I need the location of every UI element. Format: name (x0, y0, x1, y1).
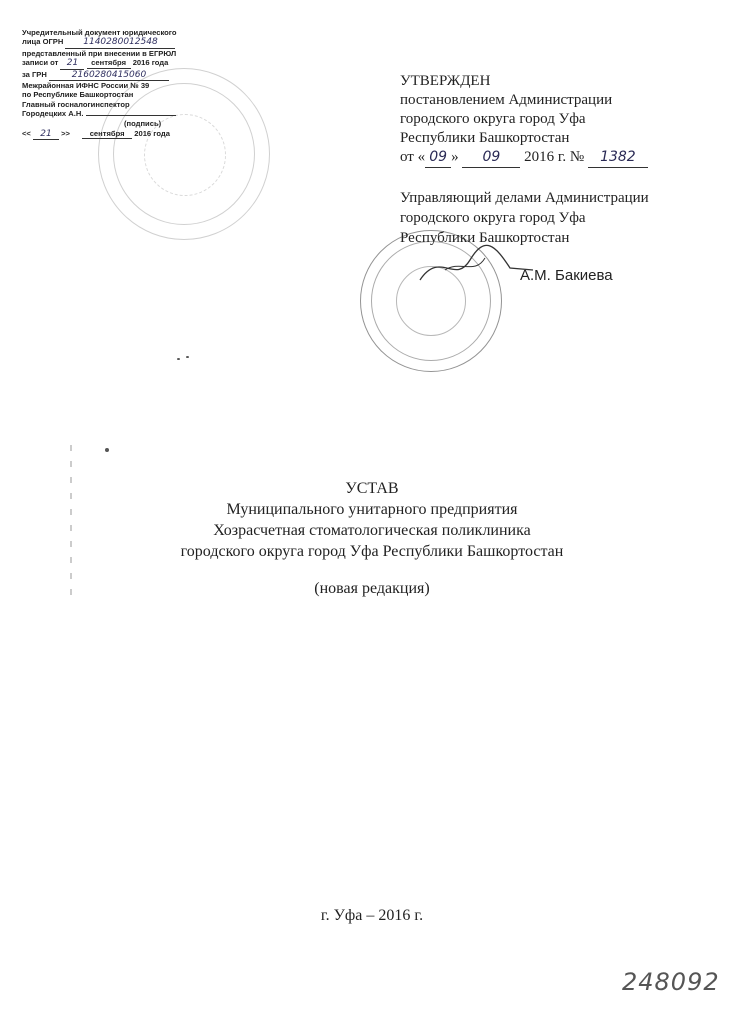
record-month: сентября (87, 58, 131, 68)
stamp-ogrn-label: лица ОГРН (22, 37, 64, 47)
approval-line: Республики Башкортостан (400, 130, 570, 146)
manager-block (400, 188, 649, 248)
registration-stamp (22, 28, 212, 140)
stamp-line: Главный госналогинспектор (22, 99, 130, 109)
approval-month: 09 (462, 148, 520, 168)
approval-year: 2016 г. № (524, 149, 585, 165)
inventory-number: 248092 (622, 968, 720, 996)
city-year: г. Уфа – 2016 г. (320, 907, 424, 924)
approval-date-line (400, 148, 648, 168)
speck (105, 448, 109, 452)
signature-label: (подпись) (124, 118, 162, 128)
manager-line: Управляющий делами Администрации (400, 190, 649, 206)
stamp-line: Учредительный документ юридического (22, 28, 177, 37)
stamp-grn-label: за ГРН (22, 69, 47, 79)
approval-day: 09 (425, 148, 451, 168)
manager-name: А.М. Бакиева (520, 267, 613, 284)
date-open: << (22, 129, 31, 139)
charter-title (0, 478, 744, 562)
manager-line: Республики Башкортостан (400, 230, 570, 246)
record-day: 21 (60, 59, 84, 69)
approval-number: 1382 (588, 148, 648, 168)
ogrn-handwritten: 1140280012548 (65, 38, 175, 48)
stamp-grn-line (22, 70, 212, 81)
speck (177, 358, 180, 360)
inspector-name: Городецких А.Н. (22, 109, 84, 119)
stamp-line: представленный при внесении в ЕГРЮЛ (22, 48, 177, 58)
stamp-record-line (22, 58, 212, 69)
stamp-ogrn-line (22, 37, 212, 48)
charter-line: Муниципального унитарного предприятия (226, 501, 518, 518)
approval-line: городского округа город Уфа (400, 111, 586, 127)
date-year: 2016 (134, 129, 152, 139)
charter-heading: УСТАВ (345, 480, 399, 497)
charter-line: Хозрасчетная стоматологическая поликлиника (213, 522, 531, 539)
stamp-line: по Республике Башкортостан (22, 90, 134, 100)
speck (186, 356, 189, 358)
approval-date-prefix: от « (400, 149, 426, 165)
record-year: 2016 года (132, 58, 169, 68)
date-month: сентября (82, 129, 132, 139)
approval-date-mid: » (451, 149, 459, 165)
edition-note: (новая редакция) (314, 580, 430, 597)
date-suffix: года (153, 129, 170, 139)
charter-line: городского округа город Уфа Республики Башкортостан (180, 543, 564, 560)
stamp-inspector-line (22, 109, 212, 118)
date-day: 21 (33, 130, 59, 140)
stamp-line: Межрайонная ИФНС России № 39 (22, 81, 150, 91)
signature-blank (86, 115, 176, 116)
approval-line: постановлением Администрации (400, 92, 613, 108)
grn-handwritten: 2160280415060 (49, 71, 169, 81)
stamp-date-line (22, 129, 212, 140)
approval-block (400, 72, 648, 168)
date-close: >> (61, 129, 70, 139)
approval-heading: УТВЕРЖДЕН (400, 73, 491, 89)
stamp-record-label: записи от (22, 58, 59, 68)
manager-line: городского округа город Уфа (400, 210, 586, 226)
